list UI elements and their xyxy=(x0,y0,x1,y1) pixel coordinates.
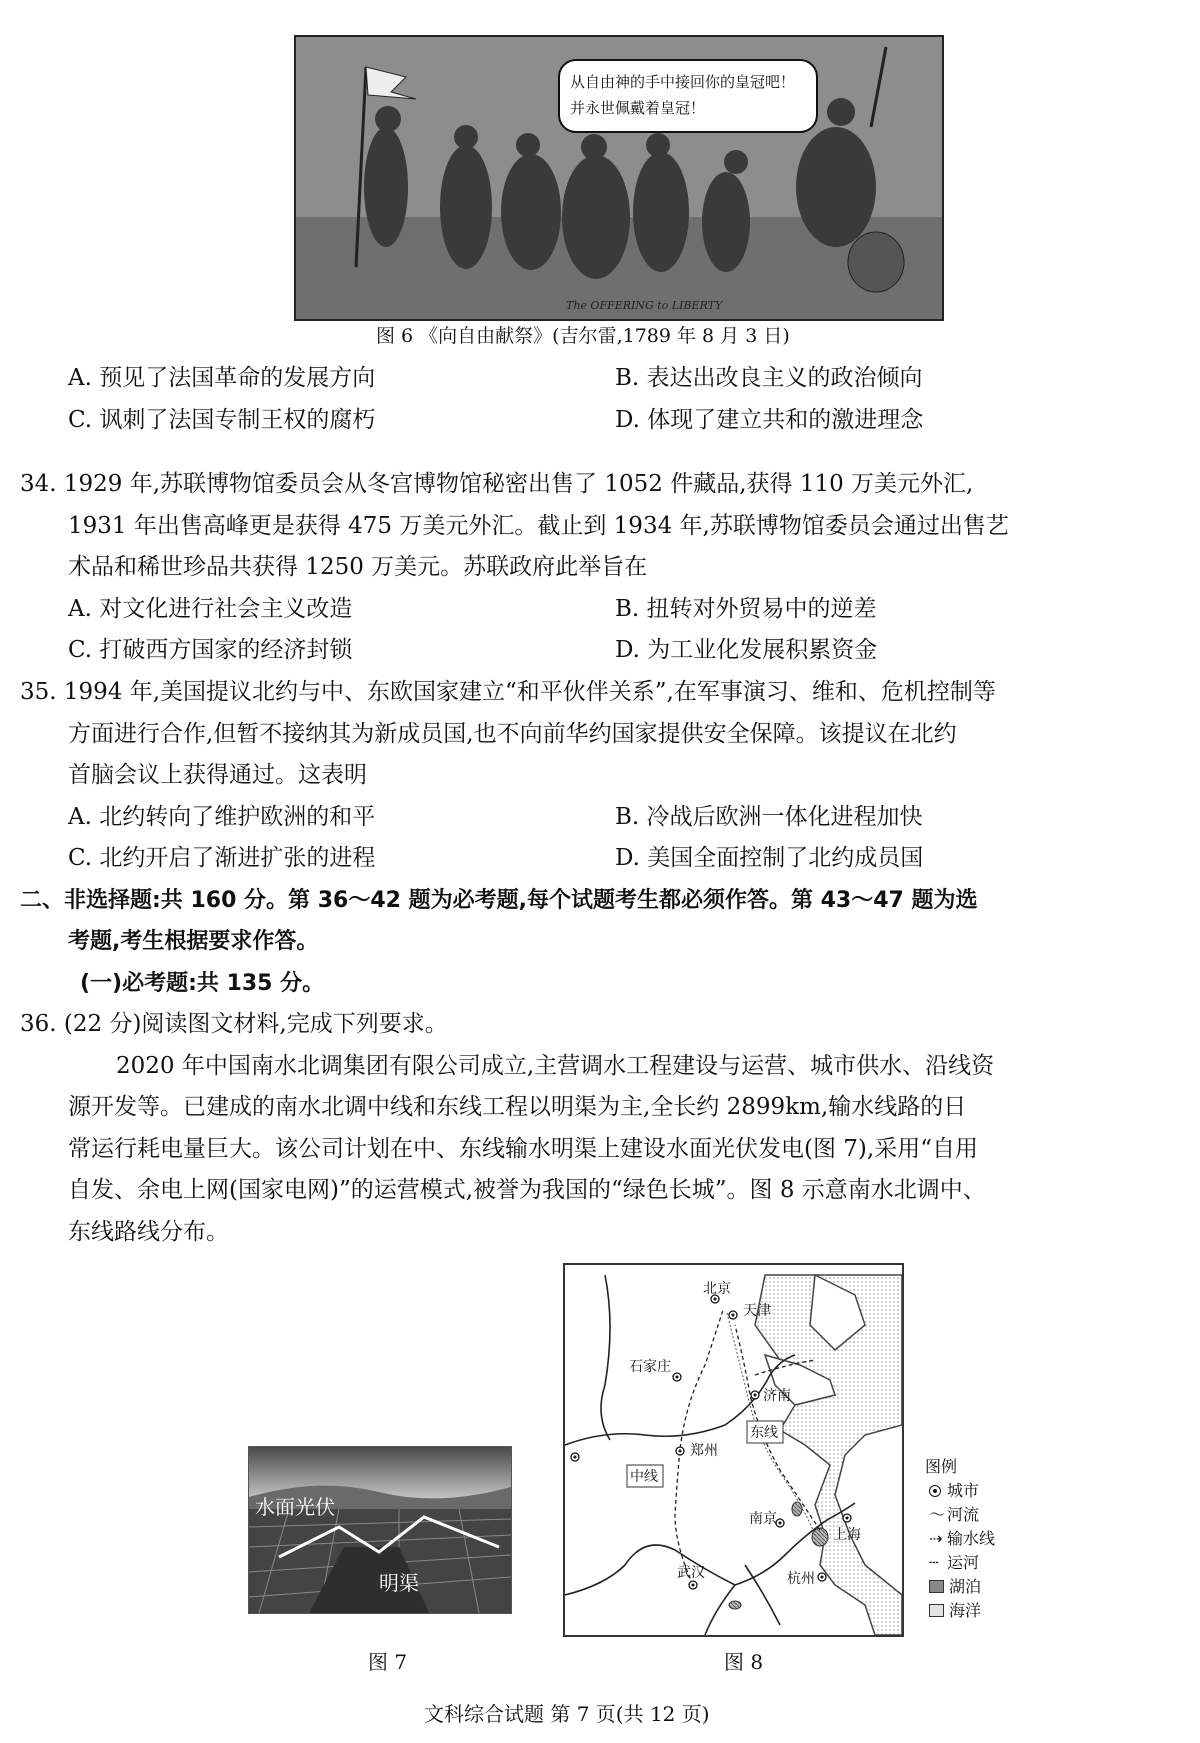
q33-option-b: B. 表达出改良主义的政治倾向 xyxy=(615,365,923,391)
q35-stem-line2: 方面进行合作,但暂不接纳其为新成员国,也不向前华约国家提供安全保障。该提议在北约 xyxy=(68,721,957,747)
q36-heading: 36. (22 分)阅读图文材料,完成下列要求。 xyxy=(20,1011,448,1037)
canal-icon: ┄ xyxy=(929,1553,939,1572)
city-tianjin: 天津 xyxy=(743,1303,771,1319)
water-line-icon: ⇢ xyxy=(929,1529,943,1548)
city-shijiazhuang: 石家庄 xyxy=(629,1359,671,1375)
speech-bubble: 从自由神的手中接回你的皇冠吧！并永世佩戴着皇冠！ xyxy=(558,59,818,133)
q33-option-a: A. 预见了法国革命的发展方向 xyxy=(68,365,376,391)
section2-subheading: (一)必考题:共 135 分。 xyxy=(80,971,325,996)
city-jinan: 济南 xyxy=(763,1388,791,1404)
lake-swatch-icon xyxy=(929,1580,944,1593)
city-nanjing: 南京 xyxy=(749,1511,777,1527)
section2-heading-line1: 二、非选择题:共 160 分。第 36～42 题为必考题,每个试题考生都必须作答。第 43～47 题为选 xyxy=(20,888,978,913)
q36-paragraph-line1: 2020 年中国南水北调集团有限公司成立,主营调水工程建设与运营、城市供水、沿线资 xyxy=(116,1053,995,1079)
q35-option-a: A. 北约转向了维护欧洲的和平 xyxy=(68,804,376,830)
city-beijing: 北京 xyxy=(703,1281,731,1297)
q34-option-b: B. 扭转对外贸易中的逆差 xyxy=(615,596,877,622)
q35-option-d: D. 美国全面控制了北约成员国 xyxy=(615,845,924,871)
cartoon-inscription: The OFFERING to LIBERTY xyxy=(566,299,723,312)
q36-paragraph-line2: 源开发等。已建成的南水北调中线和东线工程以明渠为主,全长约 2899km,输水线路的日 xyxy=(68,1094,967,1120)
figure6-caption: 图 6 《向自由献祭》(吉尔雷,1789 年 8 月 3 日) xyxy=(376,325,790,347)
pv-label: 水面光伏 xyxy=(255,1495,335,1519)
q36-paragraph-line3: 常运行耗电量巨大。该公司计划在中、东线输水明渠上建设水面光伏发电(图 7),采用“自用 xyxy=(68,1136,978,1162)
figure7-caption: 图 7 xyxy=(368,1650,408,1674)
route-middle-label: 中线 xyxy=(630,1469,658,1485)
city-zhengzhou: 郑州 xyxy=(690,1443,718,1459)
figure8-map xyxy=(563,1263,904,1637)
canal-label: 明渠 xyxy=(379,1571,419,1595)
q34-stem-line1: 34. 1929 年,苏联博物馆委员会从冬宫博物馆秘密出售了 1052 件藏品,获得 110 万美元外汇, xyxy=(20,471,974,497)
figure8-caption: 图 8 xyxy=(724,1650,764,1674)
legend-item-canal: ┄ 运河 xyxy=(925,1551,995,1575)
q34-option-c: C. 打破西方国家的经济封锁 xyxy=(68,637,353,663)
page-footer: 文科综合试题 第 7 页(共 12 页) xyxy=(424,1702,710,1726)
legend-item-water-line: ⇢ 输水线 xyxy=(925,1527,995,1551)
q35-stem-line3: 首脑会议上获得通过。这表明 xyxy=(68,762,367,788)
route-east-label: 东线 xyxy=(750,1425,778,1441)
q33-option-d: D. 体现了建立共和的激进理念 xyxy=(615,407,924,433)
q36-paragraph-line5: 东线路线分布。 xyxy=(68,1219,229,1245)
q34-option-d: D. 为工业化发展积累资金 xyxy=(615,637,878,663)
route-map-drawing xyxy=(565,1265,902,1635)
legend-item-lake: 湖泊 xyxy=(925,1575,995,1599)
q34-stem-line2: 1931 年出售高峰更是获得 475 万美元外汇。截止到 1934 年,苏联博物馆委员会通过出售艺 xyxy=(68,513,1009,539)
q34-option-a: A. 对文化进行社会主义改造 xyxy=(68,596,353,622)
legend-item-ocean: 海洋 xyxy=(925,1599,995,1623)
legend-item-river: 〜 河流 xyxy=(925,1503,995,1527)
legend xyxy=(925,1455,995,1623)
q35-option-c: C. 北约开启了渐进扩张的进程 xyxy=(68,845,376,871)
q35-option-b: B. 冷战后欧洲一体化进程加快 xyxy=(615,804,923,830)
q36-paragraph-line4: 自发、余电上网(国家电网)”的运营模式,被誉为我国的“绿色长城”。图 8 示意南水北调中、 xyxy=(68,1177,986,1203)
city-hangzhou: 杭州 xyxy=(787,1571,815,1587)
legend-item-city: 城市 xyxy=(925,1479,995,1503)
legend-title: 图例 xyxy=(925,1457,958,1476)
city-shanghai: 上海 xyxy=(833,1527,861,1543)
city-wuhan: 武汉 xyxy=(677,1565,705,1581)
section2-heading-line2: 考题,考生根据要求作答。 xyxy=(68,929,319,954)
q34-stem-line3: 术品和稀世珍品共获得 1250 万美元。苏联政府此举旨在 xyxy=(68,554,648,580)
figure6-cartoon xyxy=(294,35,944,321)
river-icon: 〜 xyxy=(929,1505,946,1524)
q33-option-c: C. 讽刺了法国专制王权的腐朽 xyxy=(68,407,376,433)
ocean-swatch-icon xyxy=(929,1604,944,1617)
q35-stem-line1: 35. 1994 年,美国提议北约与中、东欧国家建立“和平伙伴关系”,在军事演习、维和、危机控制等 xyxy=(20,679,996,705)
city-marker-icon xyxy=(929,1485,941,1497)
figure7-photo xyxy=(248,1446,512,1614)
